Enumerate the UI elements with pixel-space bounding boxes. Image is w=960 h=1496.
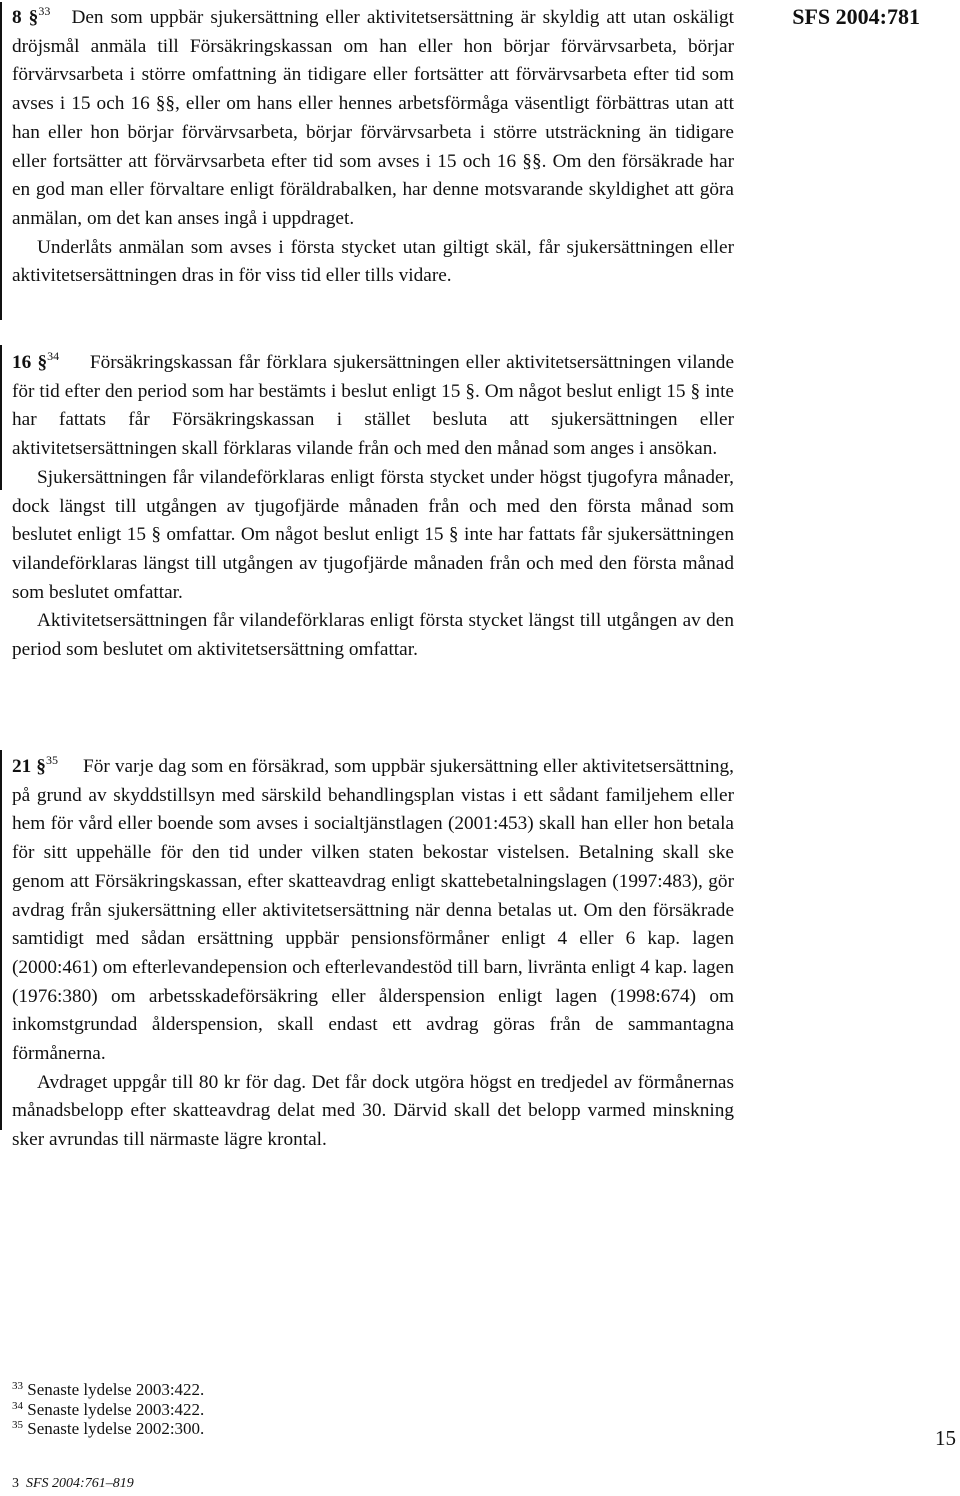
footnote-text: Senaste lydelse 2003:422. — [27, 1399, 205, 1419]
footnote-number: 35 — [12, 1419, 23, 1431]
footnote-ref: 35 — [45, 753, 58, 767]
section-paragraph: Aktivitetsersättningen får vilandeförklaras enligt första stycket längst till utgången av den period som beslutet om aktivitetsersättning omfattar. — [12, 610, 734, 661]
change-bar — [0, 2, 2, 320]
footnote-text: Senaste lydelse 2002:300. — [27, 1419, 205, 1438]
section-paragraph: Underlåts anmälan som avses i första stycket utan giltigt skäl, får sjukersättningen eller aktivitetsersättningen dras in för viss tid eller tills vidare. — [12, 236, 734, 287]
change-bar — [0, 750, 2, 1130]
print-reference: SFS 2004:761–819 — [26, 1476, 134, 1491]
section-16 — [12, 349, 734, 665]
section-number: 16 § — [12, 352, 48, 373]
section-paragraph — [12, 4, 734, 234]
footnote-ref: 33 — [38, 4, 51, 18]
footnote-number: 33 — [12, 1380, 23, 1392]
change-bar — [0, 345, 2, 490]
paragraph-text: Försäkringskassan får förklara sjukersättningen eller aktivitetsersättningen vilande för tid efter den period som har bestämts i beslut enligt 15 §. Om något beslut enligt 15 § inte har fattats får Försäkringskassan i stället besluta att sjukersättningen eller aktivitetsersättningen skall förklaras vilande från och med den månad som anges i ansökan. — [12, 352, 734, 460]
section-paragraph — [12, 753, 734, 1069]
section-21 — [12, 753, 734, 1155]
page-number: 15 — [935, 1426, 956, 1450]
section-paragraph — [12, 349, 734, 464]
sfs-header-code: SFS 2004:781 — [792, 4, 920, 29]
footnote — [12, 1400, 204, 1420]
print-code — [12, 1476, 134, 1492]
paragraph-text: För varje dag som en försäkrad, som uppbär sjukersättning eller aktivitetsersättning, på grund av skyddstillsyn med särskild behandlingsplan vistas i ett sådant familjehem eller hem för vård eller boende som avses i socialtjänstlagen (2001:453) skall han eller hon betala för sitt uppehälle för den tid under vilken staten bekostar vistelsen. Betalning skall ske genom att Försäkringskassan, efter skatteavdrag enligt skattebetalningslagen (1997:483), gör avdrag från sjukersättning eller aktivitetsersättning när denna betalas ut. Om den försäkrade samtidigt med sådan ersättning uppbär pensionsförmåner enligt 4 eller 6 kap. lagen (2000:461) om efterlevandepension och efterlevandestöd till barn, livränta enligt 4 kap. lagen (1976:380) om arbetsskadeförsäkring eller ålderspension enligt lagen (1998:674) om inkomstgrundad ålderspension, skall endast ett avdrag göras från de sammantagna förmånerna. — [12, 756, 734, 1065]
footnote-text: Senaste lydelse 2003:422. — [27, 1380, 205, 1399]
footnote — [12, 1419, 204, 1439]
section-paragraph: Avdraget uppgår till 80 kr för dag. Det får dock utgöra högst en tredjedel av förmånernas månadsbelopp efter skatteavdrag delat med 30. Därvid skall det belopp varmed minskning sker avrundas till närmaste lägre krontal. — [12, 1071, 734, 1151]
sheet-number: 3 — [12, 1476, 19, 1491]
section-number: 21 § — [12, 756, 46, 777]
footnote-number: 34 — [12, 1399, 23, 1412]
footnote-ref: 34 — [47, 349, 60, 363]
section-number: 8 § — [12, 7, 39, 28]
footnotes — [12, 1380, 204, 1439]
paragraph-text: Den som uppbär sjukersättning eller aktivitetsersättning är skyldig att utan oskäligt dröjsmål anmäla till Försäkringskassan om han eller hon börjar förvärvsarbeta, börjar förvärvsarbeta i större omfattning än tidigare eller fortsätter att förvärvsarbeta efter tid som avses i 15 och 16 §§, eller om hans eller hennes arbetsförmåga väsentligt förbättras utan att han eller hon börjar förvärvsarbeta, börjar förvärvsarbeta i större utsträckning än tidigare eller fortsätter att förvärvsarbeta efter tid som avses i 15 och 16 §§. Om den försäkrade har en god man eller förvaltare enligt föräldrabalken, har denne motsvarande skyldighet att göra anmälan, om det kan anses ingå i uppdraget. — [12, 7, 735, 229]
section-8 — [12, 4, 734, 291]
section-paragraph: Sjukersättningen får vilandeförklaras enligt första stycket under högst tjugofyra månader, dock längst till utgången av tjugofjärde månaden från och med den första månad som beslutet enligt 15 § omfattar. Om något beslut enligt 15 § inte har fattats får sjukersättningen vilandeförklaras längst till utgången av tjugofjärde månaden från och med den första månad som beslutet omfattar. — [12, 466, 734, 603]
footnote — [12, 1380, 204, 1400]
